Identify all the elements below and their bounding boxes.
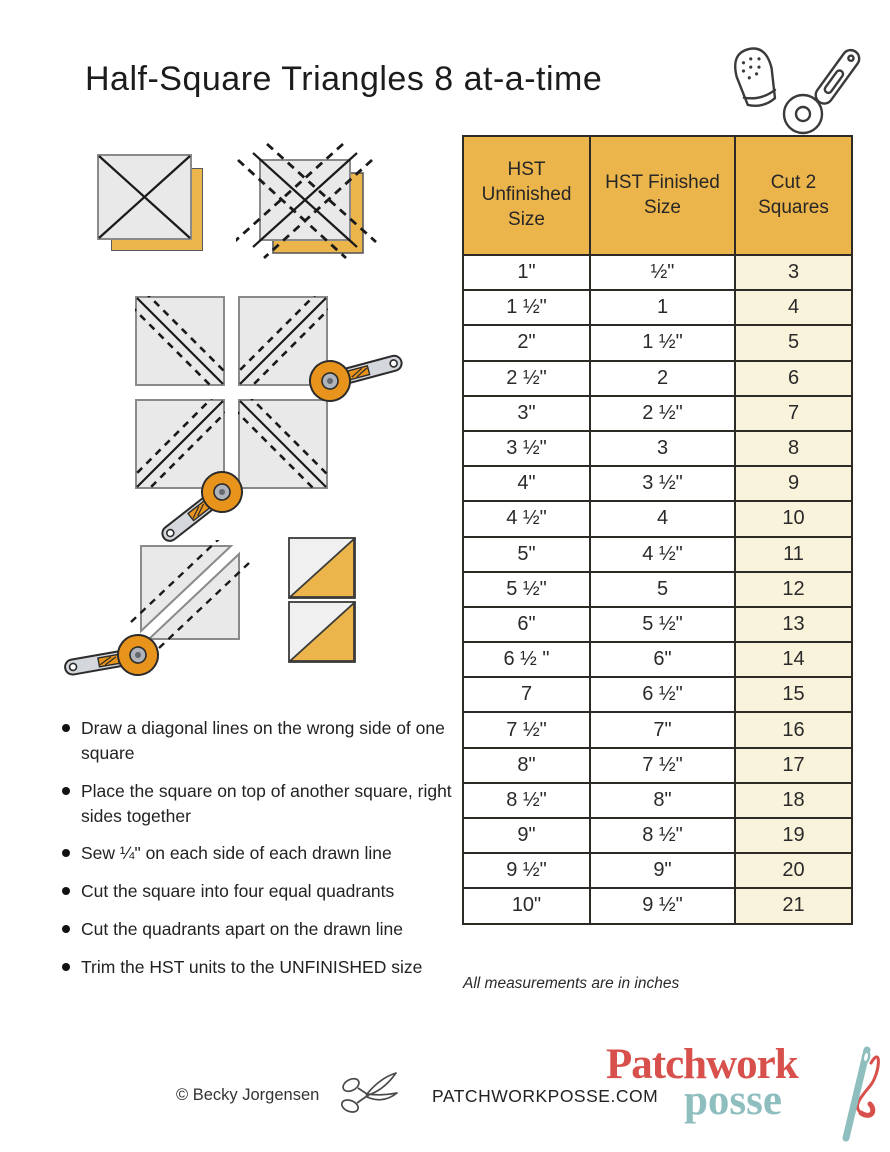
cell-cut-squares: 8	[735, 431, 852, 466]
cell-cut-squares: 13	[735, 607, 852, 642]
cell-finished-size: 8"	[590, 783, 735, 818]
diagram-stitched-squares	[236, 142, 396, 282]
table-row	[463, 677, 852, 712]
cell-cut-squares: 17	[735, 748, 852, 783]
instruction-text: Draw a diagonal lines on the wrong side of one square	[81, 718, 445, 763]
cell-finished-size: 8 ½"	[590, 818, 735, 853]
instruction-item	[62, 779, 462, 829]
cell-cut-squares: 12	[735, 572, 852, 607]
bullet-dot	[62, 925, 70, 933]
cell-unfinished-size: 7	[463, 677, 590, 712]
instruction-text: Sew ¼" on each side of each drawn line	[81, 843, 392, 864]
bullet-dot	[62, 849, 70, 857]
cell-unfinished-size: 1 ½"	[463, 290, 590, 325]
instruction-text: Cut the quadrants apart on the drawn line	[81, 919, 404, 940]
table-row	[463, 853, 852, 888]
cell-cut-squares: 6	[735, 361, 852, 396]
table-row	[463, 255, 852, 290]
table-row	[463, 537, 852, 572]
cell-cut-squares: 19	[735, 818, 852, 853]
table-header-row	[463, 136, 852, 255]
cell-unfinished-size: 4"	[463, 466, 590, 501]
instruction-text: Cut the square into four equal quadrants	[81, 881, 395, 902]
hst-unit	[288, 537, 356, 599]
cell-finished-size: 3	[590, 431, 735, 466]
instructions-list	[62, 716, 462, 993]
bullet-dot	[62, 787, 70, 795]
cell-cut-squares: 3	[735, 255, 852, 290]
cell-unfinished-size: 2 ½"	[463, 361, 590, 396]
cell-finished-size: 7 ½"	[590, 748, 735, 783]
cell-unfinished-size: 6"	[463, 607, 590, 642]
cell-unfinished-size: 8 ½"	[463, 783, 590, 818]
cell-cut-squares: 21	[735, 888, 852, 923]
cell-finished-size: 2 ½"	[590, 396, 735, 431]
cell-finished-size: 1	[590, 290, 735, 325]
cell-cut-squares: 9	[735, 466, 852, 501]
cell-finished-size: 4	[590, 501, 735, 536]
table-row	[463, 466, 852, 501]
cell-finished-size: 9 ½"	[590, 888, 735, 923]
rotary-cutter-icon	[53, 628, 164, 693]
cell-unfinished-size: 3"	[463, 396, 590, 431]
instruction-text: Place the square on top of another square, right sides together	[81, 780, 452, 826]
cell-unfinished-size: 5 ½"	[463, 572, 590, 607]
table-row	[463, 607, 852, 642]
quadrant-bottom-right	[238, 399, 328, 489]
cell-finished-size: 3 ½"	[590, 466, 735, 501]
cell-unfinished-size: 1"	[463, 255, 590, 290]
cell-unfinished-size: 3 ½"	[463, 431, 590, 466]
cell-cut-squares: 18	[735, 783, 852, 818]
table-row	[463, 325, 852, 360]
table-row	[463, 712, 852, 747]
cell-finished-size: 1 ½"	[590, 325, 735, 360]
diagram-layered-squares	[97, 154, 209, 258]
cell-unfinished-size: 9"	[463, 818, 590, 853]
cell-finished-size: ½"	[590, 255, 735, 290]
table-row	[463, 748, 852, 783]
instruction-item	[62, 917, 462, 942]
table-row	[463, 290, 852, 325]
measurements-note: All measurements are in inches	[463, 975, 680, 992]
table-row	[463, 501, 852, 536]
cell-unfinished-size: 8"	[463, 748, 590, 783]
table-row	[463, 783, 852, 818]
logo-word-posse: posse	[684, 1077, 782, 1124]
header-unfinished-size: HST Unfinished Size	[463, 136, 590, 255]
cell-cut-squares: 5	[735, 325, 852, 360]
instruction-item	[62, 716, 462, 766]
patchwork-posse-logo	[606, 1040, 886, 1150]
cell-finished-size: 5	[590, 572, 735, 607]
website-text: PATCHWORKPOSSE.COM	[432, 1086, 659, 1106]
cell-finished-size: 2	[590, 361, 735, 396]
cell-unfinished-size: 7 ½"	[463, 712, 590, 747]
cell-finished-size: 9"	[590, 853, 735, 888]
hst-size-table	[462, 135, 853, 925]
hst-unit	[288, 601, 356, 663]
scissors-icon	[338, 1066, 400, 1118]
table-row	[463, 572, 852, 607]
table-row	[463, 818, 852, 853]
cell-unfinished-size: 9 ½"	[463, 853, 590, 888]
cell-unfinished-size: 10"	[463, 888, 590, 923]
cell-unfinished-size: 4 ½"	[463, 501, 590, 536]
table-row	[463, 431, 852, 466]
cell-cut-squares: 7	[735, 396, 852, 431]
cell-cut-squares: 11	[735, 537, 852, 572]
page-title: Half-Square Triangles 8 at-a-time	[85, 60, 603, 98]
cell-finished-size: 6"	[590, 642, 735, 677]
cell-unfinished-size: 6 ½ "	[463, 642, 590, 677]
logo-word-patchwork: Patchwork	[606, 1041, 798, 1088]
cell-unfinished-size: 2"	[463, 325, 590, 360]
bullet-dot	[62, 724, 70, 732]
cell-finished-size: 4 ½"	[590, 537, 735, 572]
needle-and-thread-icon	[834, 1030, 886, 1150]
cell-cut-squares: 10	[735, 501, 852, 536]
cell-finished-size: 6 ½"	[590, 677, 735, 712]
instruction-item	[62, 841, 462, 866]
copyright-text: © Becky Jorgensen	[176, 1086, 320, 1104]
cell-cut-squares: 20	[735, 853, 852, 888]
gray-square-with-x	[97, 154, 192, 240]
cell-unfinished-size: 5"	[463, 537, 590, 572]
table-row	[463, 642, 852, 677]
cell-cut-squares: 4	[735, 290, 852, 325]
instruction-text: Trim the HST units to the UNFINISHED size	[81, 956, 423, 977]
instruction-item	[62, 955, 462, 980]
cell-cut-squares: 16	[735, 712, 852, 747]
bullet-dot	[62, 963, 70, 971]
header-finished-size: HST Finished Size	[590, 136, 735, 255]
table-row	[463, 361, 852, 396]
table-row	[463, 888, 852, 923]
thimble-and-rotary-cutter-icon	[728, 38, 884, 140]
header-cut-2-squares: Cut 2 Squares	[735, 136, 852, 255]
cell-finished-size: 7"	[590, 712, 735, 747]
bullet-dot	[62, 887, 70, 895]
quadrant-top-left	[135, 296, 225, 386]
cell-cut-squares: 14	[735, 642, 852, 677]
instruction-item	[62, 879, 462, 904]
cell-finished-size: 5 ½"	[590, 607, 735, 642]
table-row	[463, 396, 852, 431]
cell-cut-squares: 15	[735, 677, 852, 712]
